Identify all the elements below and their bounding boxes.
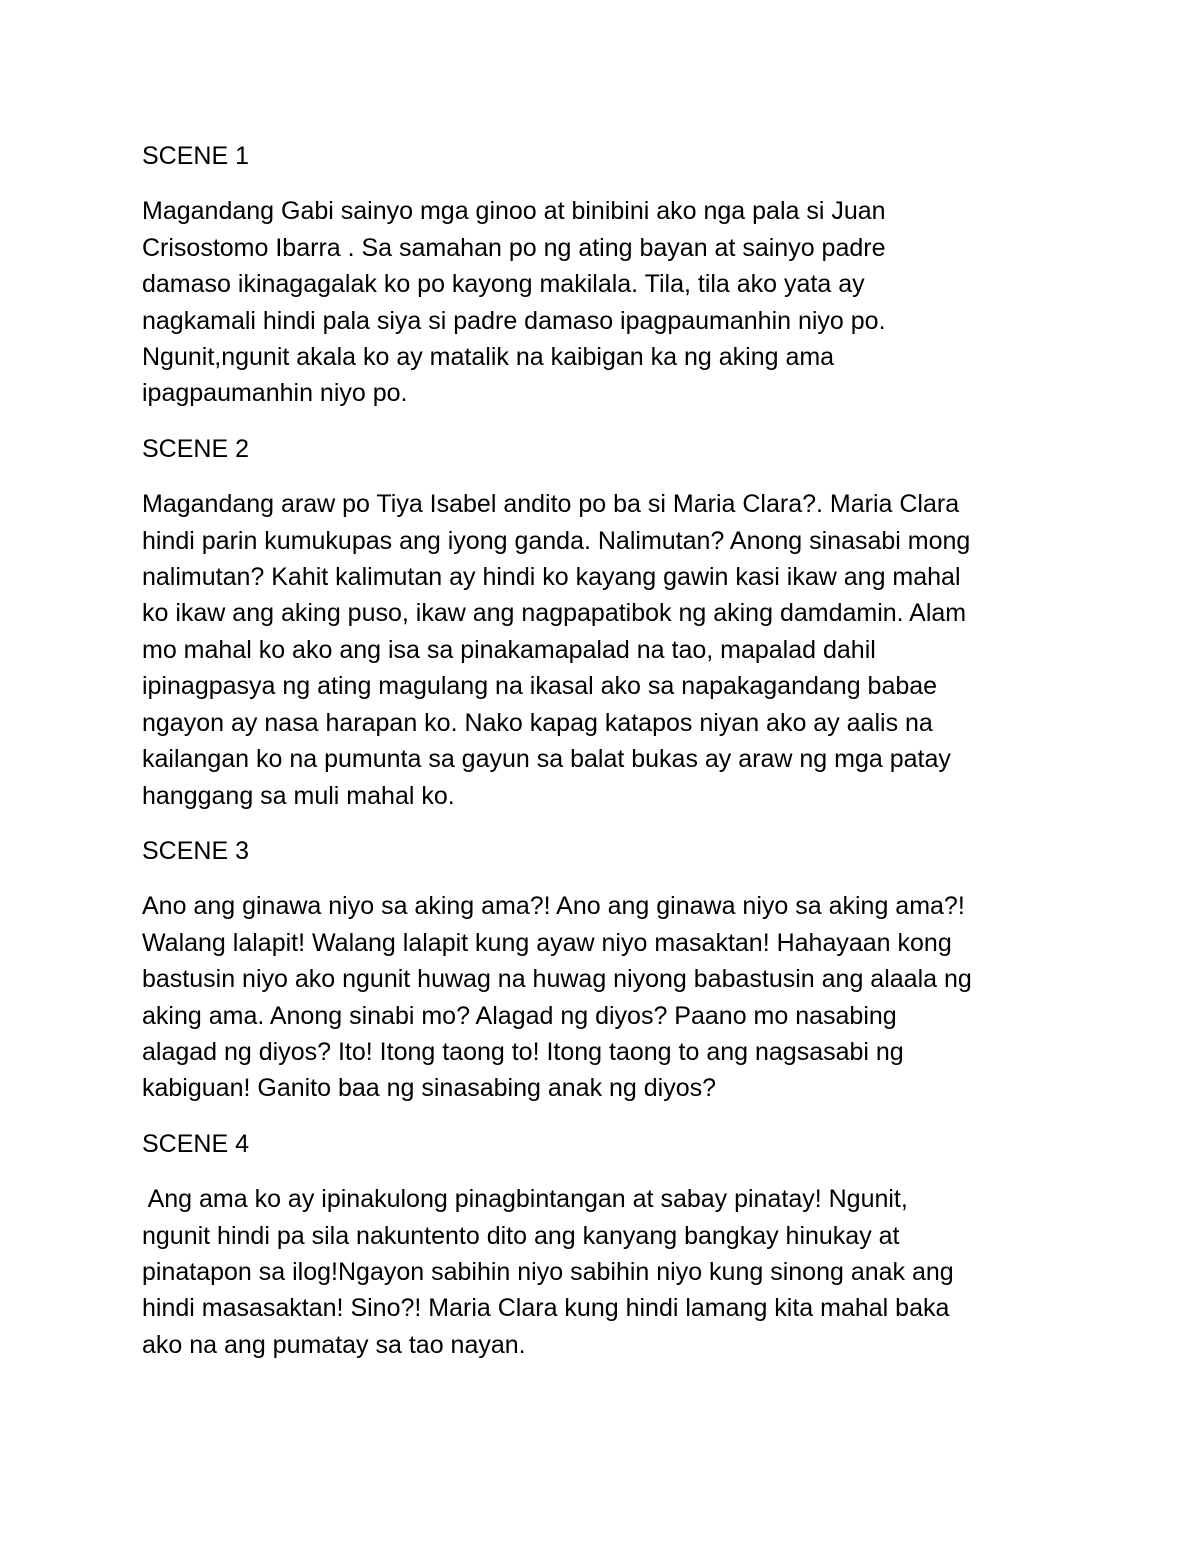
paragraph-line: aking ama. Anong sinabi mo? Alagad ng diyos? Paano mo nasabing: [142, 1001, 897, 1030]
scene-heading: SCENE 2: [142, 434, 249, 463]
paragraph-line: Walang lalapit! Walang lalapit kung ayaw niyo masaktan! Hahayaan kong: [142, 928, 952, 957]
paragraph-line: Crisostomo Ibarra . Sa samahan po ng ating bayan at sainyo padre: [142, 233, 886, 262]
document-page: [142, 138, 1062, 1382]
scene-3: [142, 833, 1062, 1107]
paragraph-line: Ngunit,ngunit akala ko ay matalik na kaibigan ka ng aking ama: [142, 343, 835, 372]
paragraph-line: ko ikaw ang aking puso, ikaw ang nagpapatibok ng aking damdamin. Alam: [142, 599, 967, 628]
paragraph-line: hindi masasaktan! Sino?! Maria Clara kung hindi lamang kita mahal baka: [142, 1294, 950, 1323]
scene-4: [142, 1126, 1062, 1363]
paragraph-line: hanggang sa muli mahal ko.: [142, 781, 455, 810]
paragraph-line: ngayon ay nasa harapan ko. Nako kapag katapos niyan ako ay aalis na: [142, 708, 933, 737]
paragraph-line: Magandang araw po Tiya Isabel andito po ba si Maria Clara?. Maria Clara: [142, 490, 960, 519]
scene-paragraph: [142, 1181, 1062, 1363]
paragraph-line: mo mahal ko ako ang isa sa pinakamapalad na tao, mapalad dahil: [142, 635, 876, 664]
paragraph-line: ngunit hindi pa sila nakuntento dito ang kanyang bangkay hinukay at: [142, 1221, 900, 1250]
paragraph-line: hindi parin kumukupas ang iyong ganda. Nalimutan? Anong sinasabi mong: [142, 526, 971, 555]
scene-2: [142, 431, 1062, 814]
paragraph-line: pinatapon sa ilog!Ngayon sabihin niyo sabihin niyo kung sinong anak ang: [142, 1257, 954, 1286]
paragraph-line: Magandang Gabi sainyo mga ginoo at binibini ako nga pala si Juan: [142, 197, 886, 226]
paragraph-line: ipagpaumanhin niyo po.: [142, 379, 408, 408]
paragraph-line: alagad ng diyos? Ito! Itong taong to! Itong taong to ang nagsasabi ng: [142, 1037, 904, 1066]
paragraph-line: nagkamali hindi pala siya si padre damaso ipagpaumanhin niyo po.: [142, 306, 886, 335]
scene-heading: SCENE 1: [142, 142, 249, 170]
scene-heading: SCENE 4: [142, 1129, 249, 1158]
paragraph-line: kabiguan! Ganito baa ng sinasabing anak ng diyos?: [142, 1074, 717, 1103]
scene-heading: SCENE 3: [142, 836, 249, 865]
scene-1: [142, 138, 1062, 412]
paragraph-line: kailangan ko na pumunta sa gayun sa balat bukas ay araw ng mga patay: [142, 745, 951, 774]
paragraph-line: damaso ikinagagalak ko po kayong makilala. Tila, tila ako yata ay: [142, 270, 865, 299]
paragraph-line: nalimutan? Kahit kalimutan ay hindi ko kayang gawin kasi ikaw ang mahal: [142, 563, 961, 592]
paragraph-line: ipinagpasya ng ating magulang na ikasal ako sa napakagandang babae: [142, 672, 938, 701]
scene-paragraph: [142, 193, 1062, 411]
paragraph-line: Ang ama ko ay ipinakulong pinagbintangan at sabay pinatay! Ngunit,: [142, 1185, 908, 1214]
paragraph-line: bastusin niyo ako ngunit huwag na huwag niyong babastusin ang alaala ng: [142, 965, 972, 994]
scene-paragraph: [142, 486, 1062, 814]
paragraph-line: Ano ang ginawa niyo sa aking ama?! Ano ang ginawa niyo sa aking ama?!: [142, 892, 965, 921]
paragraph-line: ako na ang pumatay sa tao nayan.: [142, 1330, 526, 1359]
scene-paragraph: [142, 888, 1062, 1106]
